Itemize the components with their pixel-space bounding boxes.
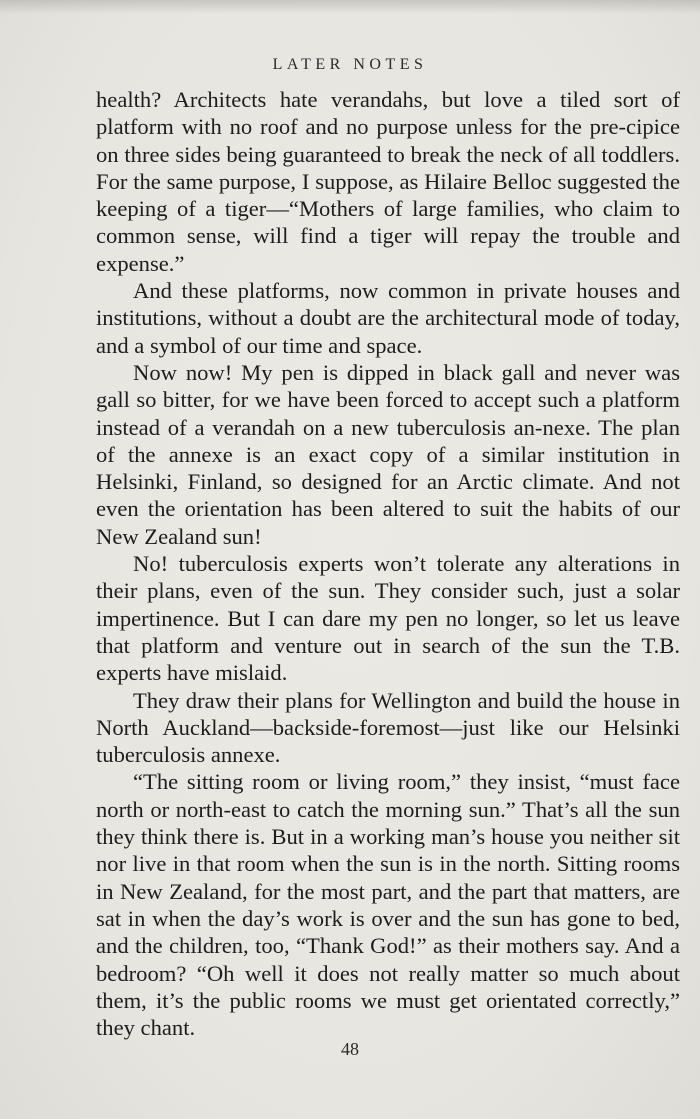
paragraph-1: health? Architects hate verandahs, but love a tiled sort of platform with no roof and no purpose unless for the pre-cipice on three sides being guaranteed to break the neck of all toddlers. For the same purpose, I suppose, as Hilaire Belloc suggested the keeping of a tiger—“Mothers of large families, who claim to common sense, will find a tiger will repay the trouble and expense.” [96,87,680,276]
page-edge-shadow [0,0,700,14]
paragraph-2: And these platforms, now common in private houses and institutions, without a doubt are the architectural mode of today, and a symbol of our time and space. [96,278,680,358]
body-text [96,86,680,1041]
page-number: 48 [341,1039,359,1059]
paragraph-6: “The sitting room or living room,” they insist, “must face north or north-east to catch the morning sun.” That’s all the sun they think there is. But in a working man’s house you neither sit nor live in that room when the sun is in the north. Sitting rooms in New Zealand, for the most part, and the part that matters, are sat in when the day’s work is over and the sun has gone to bed, and the children, too, “Thank God!” as their mothers say. And a bedroom? “Oh well it does not really matter so much about them, it’s the public rooms we must get orientated correctly,” they chant. [96,769,680,1041]
paragraph-4: No! tuberculosis experts won’t tolerate any alterations in their plans, even of the sun. They consider such, just a solar impertinence. But I can dare my pen no longer, so let us leave that platform and venture out in search of the sun the T.B. experts have mislaid. [96,551,680,686]
paragraph-5: They draw their plans for Wellington and build the house in North Auckland—backside-foremost—just like our Helsinki tuberculosis annexe. [96,687,680,768]
running-head: LATER NOTES [272,56,428,73]
paragraph-3: Now now! My pen is dipped in black gall and never was gall so bitter, for we have been forced to accept such a platform instead of a verandah on a new tuberculosis an-nexe. The plan of the annexe is an exact copy of a similar institution in Helsinki, Finland, so designed for an Arctic climate. And not even the orientation has been altered to suit the habits of our New Zealand sun! [96,359,680,549]
